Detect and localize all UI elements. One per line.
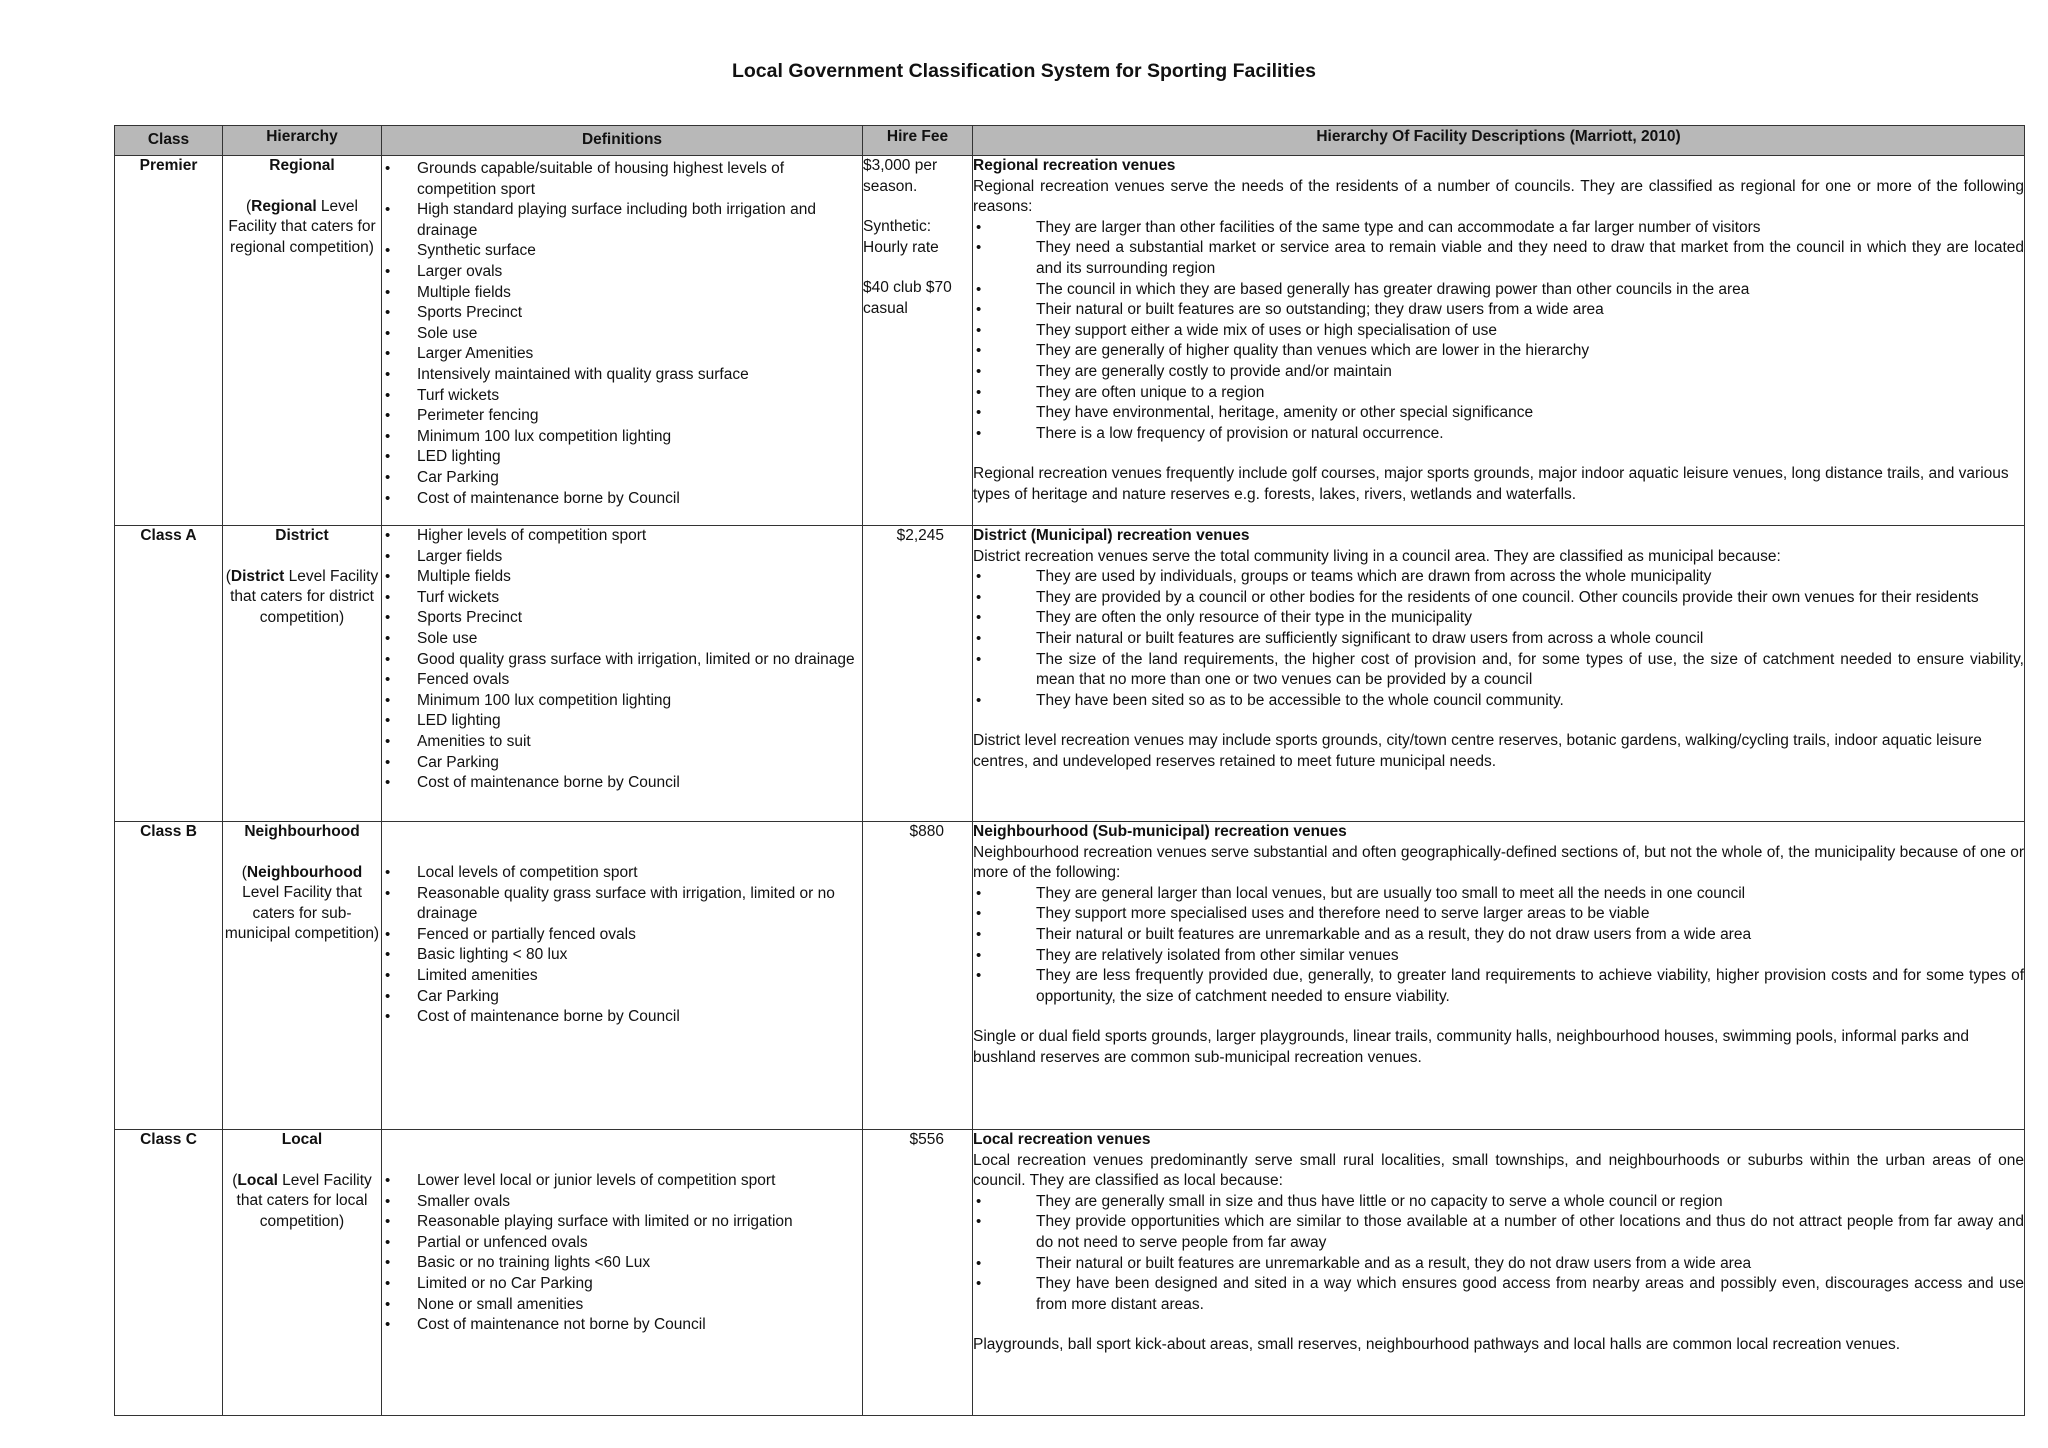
- description-list: [973, 567, 2024, 711]
- description-summary: Regional recreation venues frequently include golf courses, major sports grounds, major indoor aquatic leisure venues, long distance trails, and various types of heritage and nature reserves e.g. forests, lakes, rivers, wetlands and waterfalls.: [973, 465, 2009, 503]
- hierarchy-cell: [223, 822, 382, 1130]
- description-title: Neighbourhood (Sub-municipal) recreation venues: [973, 823, 1347, 840]
- list-item: • Limited amenities: [382, 966, 862, 987]
- description-cell: [973, 822, 2025, 1130]
- list-item: • Multiple fields: [382, 283, 862, 304]
- list-item: • They are used by individuals, groups or teams which are drawn from across the whole municipality: [973, 567, 2024, 588]
- list-item: • LED lighting: [382, 447, 862, 468]
- description-summary: Single or dual field sports grounds, larger playgrounds, linear trails, community halls, neighbourhood houses, swimming pools, informal parks and bushland reserves are common sub-municipal recreation venues.: [973, 1028, 1969, 1066]
- list-item: • Minimum 100 lux competition lighting: [382, 427, 862, 448]
- list-item: • Larger fields: [382, 547, 862, 568]
- list-item: • They are often the only resource of their type in the municipality: [973, 608, 2024, 629]
- list-item: • Fenced ovals: [382, 670, 862, 691]
- list-item: • Reasonable quality grass surface with irrigation, limited or no drainage: [382, 884, 862, 925]
- list-item: • Their natural or built features are unremarkable and as a result, they do not draw users from a wide area: [973, 1254, 2024, 1275]
- description-intro: Regional recreation venues serve the needs of the residents of a number of councils. They are classified as regional for one or more of the following reasons:: [973, 177, 2024, 216]
- definitions-list: [382, 526, 862, 794]
- column-header-descriptions: Hierarchy Of Facility Descriptions (Marriott, 2010): [973, 126, 2025, 156]
- list-item: • Basic or no training lights <60 Lux: [382, 1253, 862, 1274]
- description-cell: [973, 156, 2025, 526]
- class-cell: Premier: [115, 156, 223, 526]
- hierarchy-description: (Local Level Facility that caters for local competition): [232, 1171, 372, 1230]
- list-item: • They are generally costly to provide and/or maintain: [973, 362, 2024, 383]
- list-item: • Car Parking: [382, 468, 862, 489]
- description-intro: Local recreation venues predominantly serve small rural localities, small townships, and neighbourhoods or suburbs within the urban areas of one council. They are classified as local because:: [973, 1151, 2024, 1190]
- list-item: • Cost of maintenance not borne by Council: [382, 1315, 862, 1336]
- definitions-cell: [382, 526, 863, 822]
- list-item: • Higher levels of competition sport: [382, 526, 862, 547]
- definitions-cell: [382, 1130, 863, 1416]
- list-item: • Synthetic surface: [382, 241, 862, 262]
- hire-fee-cell: [863, 156, 973, 526]
- hierarchy-name: District: [275, 527, 329, 544]
- table-row: [115, 526, 2025, 822]
- column-header-hierarchy: Hierarchy: [223, 126, 382, 156]
- list-item: • Cost of maintenance borne by Council: [382, 1007, 862, 1028]
- list-item: • The council in which they are based generally has greater drawing power than other councils in the area: [973, 280, 2024, 301]
- class-cell: Class A: [115, 526, 223, 822]
- description-title: Local recreation venues: [973, 1131, 1151, 1148]
- hierarchy-text: Level Facility that caters for local competition): [236, 1171, 372, 1230]
- document-title: Local Government Classification System for Sporting Facilities: [731, 60, 1317, 82]
- definitions-list: [382, 863, 862, 1028]
- list-item: • Multiple fields: [382, 567, 862, 588]
- list-item: • Limited or no Car Parking: [382, 1274, 862, 1295]
- description-list: [973, 1192, 2024, 1316]
- fee-line: $40 club $70 casual: [863, 279, 952, 317]
- list-item: • Lower level local or junior levels of competition sport: [382, 1171, 862, 1192]
- list-item: • The size of the land requirements, the higher cost of provision and, for some types of use, the size of catchment needed to ensure viability, mean that no more than one or two venues can be provided by a council: [973, 650, 2024, 691]
- description-cell: [973, 1130, 2025, 1416]
- hierarchy-text: Level Facility that caters for sub-municipal competition): [224, 884, 380, 943]
- description-intro: District recreation venues serve the total community living in a council area. They are classified as municipal because:: [973, 547, 1781, 565]
- list-item: • They support either a wide mix of uses or high specialisation of use: [973, 321, 2024, 342]
- hierarchy-bold: Regional: [251, 197, 317, 215]
- table-header-row: [115, 126, 2025, 156]
- description-list: [973, 218, 2024, 445]
- description-title: District (Municipal) recreation venues: [973, 527, 1250, 544]
- list-item: • Basic lighting < 80 lux: [382, 945, 862, 966]
- column-header-class: Class: [115, 126, 223, 156]
- list-item: • Cost of maintenance borne by Council: [382, 773, 862, 794]
- list-item: • Sports Precinct: [382, 303, 862, 324]
- description-list: [973, 884, 2024, 1008]
- definitions-list: [382, 159, 862, 509]
- hierarchy-name: Neighbourhood: [244, 823, 360, 840]
- list-item: • Their natural or built features are unremarkable and as a result, they do not draw users from a wide area: [973, 925, 2024, 946]
- list-item: • Local levels of competition sport: [382, 863, 862, 884]
- hire-fee-cell: $2,245: [863, 526, 973, 822]
- class-cell: Class B: [115, 822, 223, 1130]
- hierarchy-bold: Neighbourhood: [246, 863, 363, 881]
- list-item: • Car Parking: [382, 753, 862, 774]
- hierarchy-description: (Regional Level Facility that caters for regional competition): [228, 197, 376, 256]
- hierarchy-bold: District: [230, 567, 285, 585]
- list-item: • There is a low frequency of provision or natural occurrence.: [973, 424, 2024, 445]
- list-item: • Their natural or built features are sufficiently significant to draw users from across a whole council: [973, 629, 2024, 650]
- list-item: • They have been sited so as to be accessible to the whole council community.: [973, 691, 2024, 712]
- list-item: • They are provided by a council or other bodies for the residents of one council. Other councils provide their own venues for their residents: [973, 588, 2024, 609]
- list-item: • Car Parking: [382, 987, 862, 1008]
- hire-fee-cell: $556: [863, 1130, 973, 1416]
- fee-line: $3,000 per season.: [863, 157, 938, 195]
- definitions-list: [382, 1171, 862, 1336]
- list-item: • They are generally small in size and thus have little or no capacity to serve a whole council or region: [973, 1192, 2024, 1213]
- fee-line: Synthetic: Hourly rate: [863, 218, 939, 256]
- table-row: [115, 1130, 2025, 1416]
- classification-table: [114, 125, 2025, 1416]
- description-cell: [973, 526, 2025, 822]
- definitions-cell: [382, 822, 863, 1130]
- list-item: • They are larger than other facilities of the same type and can accommodate a far larger number of visitors: [973, 218, 2024, 239]
- hierarchy-cell: [223, 1130, 382, 1416]
- list-item: • Smaller ovals: [382, 1192, 862, 1213]
- list-item: • They have environmental, heritage, amenity or other special significance: [973, 403, 2024, 424]
- hierarchy-cell: [223, 156, 382, 526]
- hierarchy-bold: Local: [237, 1171, 278, 1189]
- list-item: • They are often unique to a region: [973, 383, 2024, 404]
- hierarchy-text: Level Facility that caters for regional competition): [228, 197, 376, 256]
- list-item: • Amenities to suit: [382, 732, 862, 753]
- list-item: • LED lighting: [382, 711, 862, 732]
- list-item: • Larger Amenities: [382, 344, 862, 365]
- list-item: • Sole use: [382, 629, 862, 650]
- list-item: • Their natural or built features are so outstanding; they draw users from a wide area: [973, 300, 2024, 321]
- hierarchy-cell: [223, 526, 382, 822]
- column-header-hire-fee: Hire Fee: [863, 126, 973, 156]
- table-row: [115, 156, 2025, 526]
- list-item: • They are general larger than local venues, but are usually too small to meet all the needs in one council: [973, 884, 2024, 905]
- list-item: • They need a substantial market or service area to remain viable and they need to draw that market from the council in which they are located and its surrounding region: [973, 238, 2024, 279]
- list-item: • They provide opportunities which are similar to those available at a number of other locations and thus do not attract people from far away and do not need to serve people from far away: [973, 1212, 2024, 1253]
- table-row: [115, 822, 2025, 1130]
- list-item: • They are less frequently provided due, generally, to greater land requirements to achieve viability, higher provision costs and for some types of opportunity, the size of catchment needed to ensure viability.: [973, 966, 2024, 1007]
- hierarchy-description: (Neighbourhood Level Facility that caters for sub-municipal competition): [224, 863, 380, 943]
- definitions-cell: [382, 156, 863, 526]
- list-item: • None or small amenities: [382, 1295, 862, 1316]
- hierarchy-name: Local: [281, 1131, 323, 1148]
- list-item: • They have been designed and sited in a way which ensures good access from nearby areas and possibly even, discourages access and use from more distant areas.: [973, 1274, 2024, 1315]
- description-intro: Neighbourhood recreation venues serve substantial and often geographically-defined sections of, but not the whole of, the municipality because of one or more of the following:: [973, 843, 2024, 882]
- list-item: • Good quality grass surface with irrigation, limited or no drainage: [382, 650, 862, 671]
- list-item: • They support more specialised uses and therefore need to serve larger areas to be viable: [973, 904, 2024, 925]
- list-item: • Perimeter fencing: [382, 406, 862, 427]
- list-item: • Turf wickets: [382, 588, 862, 609]
- list-item: • Grounds capable/suitable of housing highest levels of competition sport: [382, 159, 862, 200]
- list-item: • Minimum 100 lux competition lighting: [382, 691, 862, 712]
- class-cell: Class C: [115, 1130, 223, 1416]
- hire-fee-cell: $880: [863, 822, 973, 1130]
- list-item: • Larger ovals: [382, 262, 862, 283]
- list-item: • Sports Precinct: [382, 608, 862, 629]
- description-summary: Playgrounds, ball sport kick-about areas, small reserves, neighbourhood pathways and local halls are common local recreation venues.: [973, 1336, 1901, 1354]
- hierarchy-name: Regional: [269, 157, 335, 174]
- list-item: • Cost of maintenance borne by Council: [382, 489, 862, 510]
- column-header-definitions: Definitions: [382, 126, 863, 156]
- list-item: • Turf wickets: [382, 386, 862, 407]
- hierarchy-text: Level Facility that caters for district competition): [230, 567, 379, 626]
- description-summary: District level recreation venues may include sports grounds, city/town centre reserves, botanic gardens, walking/cycling trails, indoor aquatic leisure centres, and undeveloped reserves retained to meet future municipal needs.: [973, 732, 1982, 770]
- description-title: Regional recreation venues: [973, 157, 1176, 174]
- list-item: • Fenced or partially fenced ovals: [382, 925, 862, 946]
- list-item: • Reasonable playing surface with limited or no irrigation: [382, 1212, 862, 1233]
- list-item: • Partial or unfenced ovals: [382, 1233, 862, 1254]
- list-item: • They are relatively isolated from other similar venues: [973, 946, 2024, 967]
- list-item: • They are generally of higher quality than venues which are lower in the hierarchy: [973, 341, 2024, 362]
- list-item: • Sole use: [382, 324, 862, 345]
- hierarchy-description: (District Level Facility that caters for district competition): [225, 567, 379, 626]
- list-item: • High standard playing surface including both irrigation and drainage: [382, 200, 862, 241]
- list-item: • Intensively maintained with quality grass surface: [382, 365, 862, 386]
